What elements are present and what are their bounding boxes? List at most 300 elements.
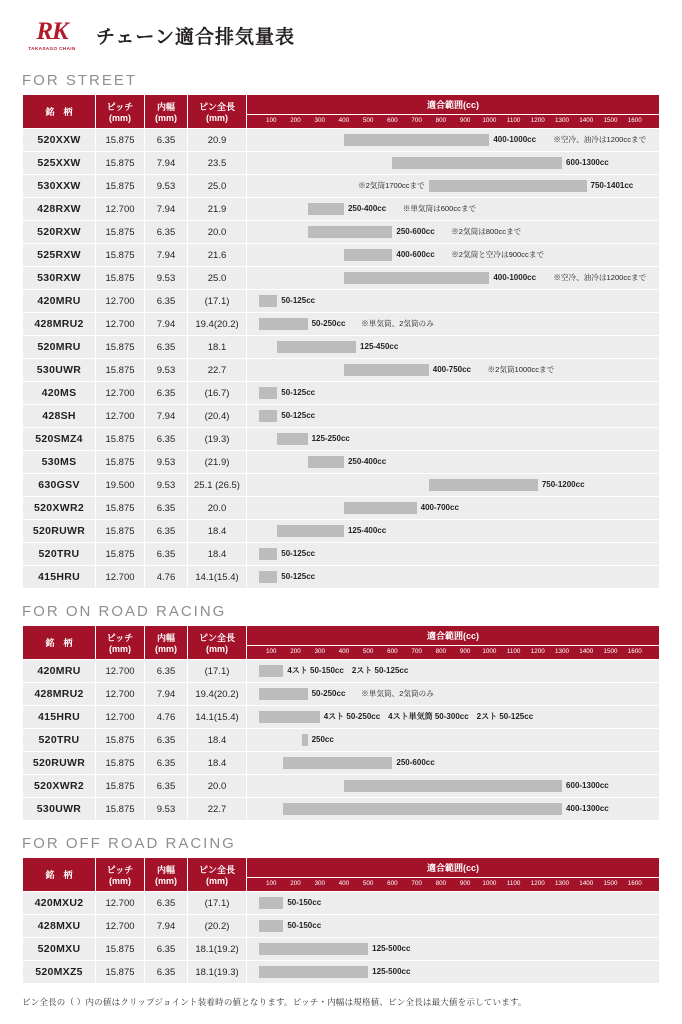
range-bar (429, 479, 538, 491)
range-bar-note: ※2気筒と空冷は900ccまで (451, 250, 545, 259)
scale-tick-label: 1300 (555, 880, 570, 887)
range-bar-cell (247, 313, 660, 336)
section-title: FOR OFF ROAD RACING (22, 835, 236, 852)
range-bar-label: 50-250cc (311, 319, 346, 328)
table-cell: 19.4(20.2) (188, 683, 247, 706)
table-cell: 15.875 (96, 336, 145, 359)
table-cell: 420MXU2 (23, 892, 96, 915)
table-row (23, 290, 660, 313)
column-header: ピン全長 (mm) (188, 626, 247, 660)
scale-tick-label: 1300 (555, 648, 570, 655)
table-cell: 15.875 (96, 221, 145, 244)
range-bar-note: ※2気筒1700ccまで (358, 181, 425, 190)
table-row (23, 382, 660, 405)
range-bar-cell (247, 382, 660, 405)
scale-tick-label: 1000 (482, 117, 497, 124)
table-cell: 15.875 (96, 267, 145, 290)
rk-logo (22, 18, 82, 52)
scale-tick-label: 700 (411, 117, 422, 124)
table-cell: 15.875 (96, 520, 145, 543)
scale-tick-label: 1100 (506, 648, 521, 655)
table-cell: 19.4(20.2) (188, 313, 247, 336)
range-bar-cell (247, 175, 660, 198)
scale-tick-label: 1600 (627, 648, 642, 655)
range-bar (259, 966, 368, 978)
scale-tick-label: 1600 (627, 880, 642, 887)
table-cell: 12.700 (96, 683, 145, 706)
table-row (23, 660, 660, 683)
table-cell: 520XWR2 (23, 497, 96, 520)
table-cell: 520MXU (23, 938, 96, 961)
table-cell: 15.875 (96, 359, 145, 382)
table-cell: 7.94 (145, 198, 188, 221)
table-cell: 520MRU (23, 336, 96, 359)
range-bar-label: 750-1200cc (541, 480, 585, 489)
range-bar-cell (247, 798, 660, 821)
table-cell: 18.4 (188, 729, 247, 752)
scale-tick-label: 400 (338, 117, 350, 124)
table-cell: 15.875 (96, 497, 145, 520)
table-cell: 520XXW (23, 129, 96, 152)
range-bar (259, 711, 320, 723)
range-bar-label: 250-600cc (396, 227, 435, 236)
table-row (23, 451, 660, 474)
table-row (23, 359, 660, 382)
range-bar-label: 400-750cc (432, 365, 472, 374)
table-cell: 25.1 (26.5) (188, 474, 247, 497)
column-header: 適合範囲(cc) (247, 858, 660, 878)
table-row (23, 428, 660, 451)
range-bar-cell (247, 267, 660, 290)
range-bar (308, 226, 393, 238)
table-cell: 7.94 (145, 683, 188, 706)
table-cell: 6.35 (145, 660, 188, 683)
range-bar-label: 125-450cc (360, 342, 399, 351)
table-cell: 428RXW (23, 198, 96, 221)
table-row (23, 474, 660, 497)
scale-tick-label: 700 (411, 880, 422, 887)
table-row (23, 313, 660, 336)
column-header: 銘 柄 (23, 858, 96, 892)
table-cell: 7.94 (145, 915, 188, 938)
table-row (23, 892, 660, 915)
scale-tick-label: 900 (459, 880, 471, 887)
table-cell: 6.35 (145, 520, 188, 543)
table-cell: 22.7 (188, 359, 247, 382)
table-row (23, 752, 660, 775)
table-cell: 15.875 (96, 428, 145, 451)
range-bar-label: 50-125cc (281, 572, 316, 581)
column-header: 内幅 (mm) (145, 626, 188, 660)
scale-tick-label: 800 (435, 648, 447, 655)
table-row (23, 152, 660, 175)
column-header: ピン全長 (mm) (188, 858, 247, 892)
table-row (23, 129, 660, 152)
table-cell: 420MS (23, 382, 96, 405)
range-bar-label: 250cc (311, 735, 334, 744)
scale-tick-label: 800 (435, 880, 447, 887)
scale-tick-label: 1400 (579, 648, 594, 655)
footnote: ピン全長の（ ）内の値はクリップジョイント装着時の値となります。ピッチ・内幅は規格値、ピン全長は最大値を示しています。 (22, 997, 527, 1007)
range-bar-label: 750-1401cc (590, 181, 634, 190)
table-cell: 428SH (23, 405, 96, 428)
spec-table (22, 857, 660, 984)
scale-tick-label: 500 (362, 117, 374, 124)
table-row (23, 775, 660, 798)
range-bar-label: 250-400cc (347, 457, 387, 466)
table-cell: 6.35 (145, 428, 188, 451)
table-row (23, 405, 660, 428)
scale-tick-label: 800 (435, 117, 447, 124)
table-row (23, 915, 660, 938)
section-title: FOR ON ROAD RACING (22, 603, 227, 620)
table-cell: 18.1 (188, 336, 247, 359)
range-bar-note: ※単気筒は600ccまで (402, 204, 477, 213)
range-bar (259, 387, 277, 399)
table-row (23, 543, 660, 566)
table-cell: (20.2) (188, 915, 247, 938)
range-bar (283, 803, 562, 815)
range-bar-label: 400-600cc (396, 250, 435, 259)
range-bar-cell (247, 428, 660, 451)
table-cell: 20.0 (188, 497, 247, 520)
range-bar (344, 364, 429, 376)
table-cell: 6.35 (145, 543, 188, 566)
range-bar-cell (247, 244, 660, 267)
table-cell: 420MRU (23, 290, 96, 313)
table-header-row (23, 626, 660, 646)
range-bar-label: 250-600cc (396, 758, 435, 767)
table-cell: 15.875 (96, 752, 145, 775)
table-header-row (23, 95, 660, 115)
range-bar-label: 125-500cc (372, 944, 411, 953)
table-cell: 6.35 (145, 336, 188, 359)
table-row (23, 198, 660, 221)
column-header: 銘 柄 (23, 626, 96, 660)
range-bar-label: 50-250cc (311, 689, 346, 698)
scale-tick-label: 1000 (482, 648, 497, 655)
scale-tick-label: 400 (338, 880, 350, 887)
table-cell: 20.0 (188, 775, 247, 798)
table-cell: 6.35 (145, 221, 188, 244)
range-bar (392, 157, 562, 169)
table-cell: 25.0 (188, 267, 247, 290)
table-cell: 530UWR (23, 359, 96, 382)
table-header-row (23, 858, 660, 878)
table-cell: 15.875 (96, 543, 145, 566)
range-bar (259, 295, 277, 307)
range-bar-label: 4スト 50-150cc 2スト 50-125cc (287, 666, 409, 675)
range-bar (308, 456, 344, 468)
scale-tick-label: 100 (265, 117, 277, 124)
table-cell: 18.1(19.2) (188, 938, 247, 961)
table-cell: (17.1) (188, 892, 247, 915)
range-bar-cell (247, 290, 660, 313)
table-cell: 12.700 (96, 198, 145, 221)
scale-tick-label: 600 (387, 648, 398, 655)
table-cell: 420MRU (23, 660, 96, 683)
table-cell: 520TRU (23, 729, 96, 752)
range-bar-label: 125-500cc (372, 967, 411, 976)
table-cell: 525RXW (23, 244, 96, 267)
table-cell: 520RUWR (23, 520, 96, 543)
scale-tick-label: 1200 (530, 117, 545, 124)
range-bar (259, 688, 307, 700)
table-cell: 14.1(15.4) (188, 566, 247, 589)
table-cell: 415HRU (23, 566, 96, 589)
table-cell: 520RUWR (23, 752, 96, 775)
scale-tick-label: 500 (362, 880, 374, 887)
table-cell: 530RXW (23, 267, 96, 290)
range-bar-cell (247, 405, 660, 428)
table-cell: 7.94 (145, 244, 188, 267)
table-cell: 15.875 (96, 129, 145, 152)
range-bar-label: 50-150cc (287, 921, 322, 930)
table-cell: 6.35 (145, 938, 188, 961)
scale-tick-label: 1100 (506, 117, 521, 124)
table-cell: 14.1(15.4) (188, 706, 247, 729)
range-bar-label: 4スト 50-250cc 4スト単気筒 50-300cc 2スト 50-125cc (323, 712, 534, 721)
column-header: ピッチ (mm) (96, 858, 145, 892)
range-bar-cell (247, 706, 660, 729)
table-cell: 428MRU2 (23, 683, 96, 706)
range-bar-cell (247, 497, 660, 520)
scale-tick-label: 900 (459, 648, 471, 655)
range-bar-note: ※空冷、油冷は1200ccまで (553, 135, 647, 144)
table-cell: 6.35 (145, 892, 188, 915)
table-row (23, 244, 660, 267)
range-bar-cell (247, 451, 660, 474)
logo-mark-text: RK (36, 18, 68, 45)
range-bar (344, 780, 562, 792)
range-bar (259, 571, 277, 583)
range-bar-cell (247, 915, 660, 938)
range-bar-cell (247, 660, 660, 683)
table-cell: 9.53 (145, 359, 188, 382)
table-cell: 9.53 (145, 451, 188, 474)
table-cell: (16.7) (188, 382, 247, 405)
column-header: 内幅 (mm) (145, 95, 188, 129)
scale-tick-label: 300 (314, 880, 325, 887)
page-header (0, 0, 682, 58)
table-cell: 15.875 (96, 729, 145, 752)
table-cell: 7.94 (145, 152, 188, 175)
scale-tick-label: 1500 (603, 880, 618, 887)
scale-tick-label: 1600 (627, 117, 642, 124)
table-cell: 630GSV (23, 474, 96, 497)
table-cell: 15.875 (96, 152, 145, 175)
range-bar (283, 757, 392, 769)
table-cell: 428MXU (23, 915, 96, 938)
table-cell: 18.4 (188, 543, 247, 566)
table-cell: 520RXW (23, 221, 96, 244)
scale-axis (247, 115, 660, 129)
range-bar (259, 897, 283, 909)
range-bar (259, 943, 368, 955)
column-header: 適合範囲(cc) (247, 626, 660, 646)
range-bar-label: 50-125cc (281, 549, 316, 558)
table-cell: 15.875 (96, 775, 145, 798)
table-row (23, 267, 660, 290)
scale-tick-label: 200 (290, 117, 301, 124)
range-bar-cell (247, 683, 660, 706)
range-bar-label: 50-150cc (287, 898, 322, 907)
range-bar-cell (247, 198, 660, 221)
table-row (23, 938, 660, 961)
range-bar-cell (247, 938, 660, 961)
column-header: 適合範囲(cc) (247, 95, 660, 115)
table-cell: (20.4) (188, 405, 247, 428)
range-bar (259, 920, 283, 932)
table-row (23, 520, 660, 543)
table-cell: 6.35 (145, 129, 188, 152)
range-bar-cell (247, 775, 660, 798)
scale-tick-label: 1200 (530, 648, 545, 655)
scale-tick-label: 500 (362, 648, 374, 655)
column-header: ピッチ (mm) (96, 95, 145, 129)
range-bar-note: ※単気筒、2気筒のみ (361, 689, 434, 698)
table-row (23, 798, 660, 821)
range-bar-note: ※空冷、油冷は1200ccまで (553, 273, 647, 282)
table-cell: 7.94 (145, 313, 188, 336)
range-bar-cell (247, 543, 660, 566)
range-bar-cell (247, 961, 660, 984)
range-bar (259, 318, 307, 330)
scale-tick-label: 300 (314, 648, 325, 655)
table-row (23, 683, 660, 706)
range-bar (308, 203, 344, 215)
table-cell: 18.1(19.3) (188, 961, 247, 984)
table-cell: 6.35 (145, 752, 188, 775)
table-cell: 7.94 (145, 405, 188, 428)
scale-tick-label: 1300 (555, 117, 570, 124)
table-cell: 6.35 (145, 775, 188, 798)
scale-tick-label: 1500 (603, 648, 618, 655)
scale-tick-label: 1100 (506, 880, 521, 887)
scale-tick-label: 1400 (579, 880, 594, 887)
scale-tick-label: 200 (290, 648, 301, 655)
table-cell: 520MXZ5 (23, 961, 96, 984)
table-row (23, 729, 660, 752)
table-cell: 12.700 (96, 892, 145, 915)
scale-tick-label: 1000 (482, 880, 497, 887)
range-bar (277, 525, 344, 537)
table-cell: 12.700 (96, 313, 145, 336)
range-bar-label: 600-1300cc (566, 158, 609, 167)
range-bar (259, 410, 277, 422)
table-cell: 12.700 (96, 566, 145, 589)
table-cell: 12.700 (96, 382, 145, 405)
table-cell: 525XXW (23, 152, 96, 175)
range-bar-label: 400-700cc (420, 503, 459, 512)
table-cell: 530MS (23, 451, 96, 474)
table-cell: 6.35 (145, 382, 188, 405)
table-cell: 415HRU (23, 706, 96, 729)
table-cell: 20.9 (188, 129, 247, 152)
table-cell: 4.76 (145, 566, 188, 589)
range-bar-cell (247, 336, 660, 359)
range-bar (344, 502, 417, 514)
range-bar-label: 400-1000cc (493, 135, 537, 144)
range-bar-cell (247, 729, 660, 752)
column-header: ピン全長 (mm) (188, 95, 247, 129)
table-cell: 520XWR2 (23, 775, 96, 798)
scale-tick-label: 400 (338, 648, 350, 655)
range-bar-cell (247, 566, 660, 589)
table-row (23, 497, 660, 520)
range-bar-cell (247, 359, 660, 382)
table-cell: 18.4 (188, 752, 247, 775)
table-cell: 9.53 (145, 267, 188, 290)
range-bar-label: 50-125cc (281, 411, 316, 420)
column-header: ピッチ (mm) (96, 626, 145, 660)
spec-table (22, 94, 660, 589)
range-bar-label: 600-1300cc (566, 781, 609, 790)
range-bar-label: 125-250cc (311, 434, 350, 443)
range-bar (344, 272, 489, 284)
scale-tick-label: 1200 (530, 880, 545, 887)
scale-tick-label: 100 (265, 648, 277, 655)
table-cell: 6.35 (145, 729, 188, 752)
table-row (23, 566, 660, 589)
range-bar-cell (247, 221, 660, 244)
range-bar-cell (247, 752, 660, 775)
range-bar-cell (247, 152, 660, 175)
table-cell: 25.0 (188, 175, 247, 198)
range-bar (259, 665, 283, 677)
scale-axis (247, 878, 660, 892)
range-bar-cell (247, 474, 660, 497)
table-cell: 6.35 (145, 961, 188, 984)
spec-table (22, 625, 660, 821)
range-bar (344, 249, 392, 261)
column-header: 銘 柄 (23, 95, 96, 129)
scale-tick-label: 700 (411, 648, 422, 655)
scale-tick-label: 300 (314, 117, 325, 124)
table-cell: 9.53 (145, 175, 188, 198)
table-cell: (21.9) (188, 451, 247, 474)
table-row (23, 706, 660, 729)
table-cell: 12.700 (96, 405, 145, 428)
table-cell: 12.700 (96, 660, 145, 683)
range-bar-note: ※2気筒1000ccまで (487, 365, 555, 374)
page-title: チェーン適合排気量表 (96, 26, 296, 48)
table-cell: 21.6 (188, 244, 247, 267)
table-cell: 15.875 (96, 451, 145, 474)
table-cell: 15.875 (96, 938, 145, 961)
table-cell: 4.76 (145, 706, 188, 729)
table-cell: 15.875 (96, 175, 145, 198)
scale-tick-label: 600 (387, 117, 398, 124)
table-cell: 12.700 (96, 915, 145, 938)
table-cell: 21.9 (188, 198, 247, 221)
range-bar-note: ※2気筒は800ccまで (451, 227, 522, 236)
table-cell: 19.500 (96, 474, 145, 497)
table-cell: 9.53 (145, 474, 188, 497)
range-bar-label: 50-125cc (281, 296, 316, 305)
table-cell: (19.3) (188, 428, 247, 451)
table-row (23, 175, 660, 198)
range-bar-label: 125-400cc (347, 526, 387, 535)
table-cell: 428MRU2 (23, 313, 96, 336)
table-cell: 530XXW (23, 175, 96, 198)
table-cell: 520SMZ4 (23, 428, 96, 451)
range-bar-label: 400-1300cc (566, 804, 609, 813)
table-row (23, 336, 660, 359)
range-bar (429, 180, 587, 192)
table-cell: 12.700 (96, 290, 145, 313)
range-bar-cell (247, 129, 660, 152)
